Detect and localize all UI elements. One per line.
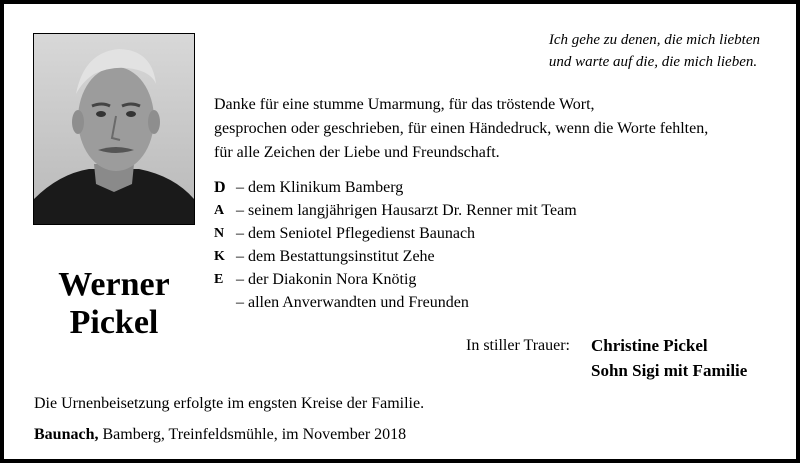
mourning-label: In stiller Trauer: xyxy=(466,337,570,354)
danke-letter: K xyxy=(214,248,225,264)
danke-row xyxy=(214,268,577,291)
danke-letter: A xyxy=(214,202,225,218)
mourner-name: Sohn Sigi mit Familie xyxy=(591,361,748,380)
quote-line: Ich gehe zu denen, die mich liebten xyxy=(548,32,760,48)
danke-text: – allen Anverwandten und Freunden xyxy=(236,293,469,311)
danke-text: – seinem langjährigen Hausarzt Dr. Renner mit Team xyxy=(236,201,577,219)
danke-row xyxy=(214,176,577,199)
danke-row xyxy=(214,291,577,314)
danke-row xyxy=(214,222,577,245)
deceased-name xyxy=(24,266,204,342)
danke-letter: D xyxy=(214,178,226,196)
mourner-name: Christine Pickel xyxy=(591,336,708,355)
last-name: Pickel xyxy=(69,304,159,341)
quote-line: und warte auf die, die mich lieben. xyxy=(548,54,758,70)
place-rest: Bamberg, Treinfeldsmühle, im November 2018 xyxy=(102,426,407,443)
danke-row xyxy=(214,245,577,268)
danke-text: – dem Seniotel Pflegedienst Baunach xyxy=(236,224,476,242)
danke-row xyxy=(214,199,577,222)
danke-list xyxy=(214,176,577,314)
burial-notice: Die Urnenbeisetzung erfolgte im engsten Kreise der Familie. xyxy=(34,395,425,412)
thanks-line: für alle Zeichen der Liebe und Freundschaft. xyxy=(214,144,500,161)
danke-letter: N xyxy=(214,225,225,241)
place-town: Baunach, xyxy=(34,426,99,443)
portrait-photo xyxy=(33,33,195,225)
danke-text: – dem Klinikum Bamberg xyxy=(236,178,404,196)
thanks-text xyxy=(214,93,708,165)
danke-text: – dem Bestattungsinstitut Zehe xyxy=(236,247,435,265)
first-name: Werner xyxy=(58,266,170,303)
danke-letter: E xyxy=(214,271,224,287)
danke-text: – der Diakonin Nora Knötig xyxy=(236,270,417,288)
quote xyxy=(549,29,760,73)
place-date xyxy=(34,424,406,446)
thanks-line: Danke für eine stumme Umarmung, für das tröstende Wort, xyxy=(214,96,595,113)
thanks-line: gesprochen oder geschrieben, für einen Händedruck, wenn die Worte fehlten, xyxy=(214,120,709,137)
